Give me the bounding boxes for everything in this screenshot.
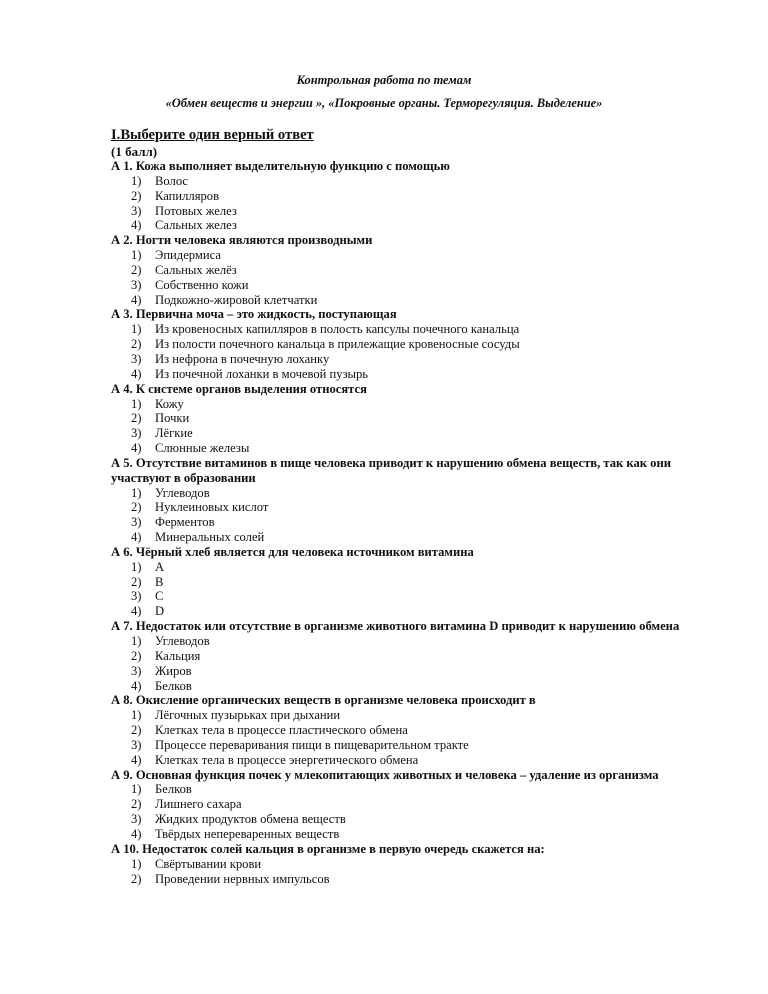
option-text: Лёгочных пузырьках при дыхании xyxy=(155,708,341,723)
question-text: А 5. Отсутствие витаминов в пище человека приводит к нарушению обмена веществ, так как они участвуют в образовании xyxy=(111,455,671,485)
answer-option xyxy=(111,189,711,204)
option-number: 2) xyxy=(131,574,142,589)
option-text: Углеводов xyxy=(155,485,210,500)
option-number: 3) xyxy=(131,277,142,292)
answer-option xyxy=(111,486,711,501)
option-number: 2) xyxy=(131,188,142,203)
option-number: 3) xyxy=(131,426,142,441)
option-number: 3) xyxy=(131,589,142,604)
option-number: 2) xyxy=(131,411,142,426)
question-text: А 10. Недостаток солей кальция в организме в первую очередь скажется на: xyxy=(111,841,545,856)
option-text: Минеральных солей xyxy=(155,530,265,545)
option-text: Белков xyxy=(155,782,192,797)
document-title: Контрольная работа по темам xyxy=(296,73,472,87)
option-number: 2) xyxy=(131,500,142,515)
option-number: 2) xyxy=(131,648,142,663)
answer-options xyxy=(111,397,711,456)
option-text: Кожу xyxy=(155,396,184,411)
section-title: I.Выберите один верный ответ xyxy=(111,127,314,143)
option-text: D xyxy=(155,604,165,619)
question-text: А 2. Ногти человека являются производными xyxy=(111,233,373,248)
answer-options xyxy=(111,174,711,233)
answer-option xyxy=(111,278,711,293)
option-number: 3) xyxy=(131,203,142,218)
answer-option xyxy=(111,679,711,694)
answer-option xyxy=(111,604,711,619)
answer-option xyxy=(111,441,711,456)
option-number: 3) xyxy=(131,737,142,752)
question-block xyxy=(111,159,711,233)
answer-option xyxy=(111,708,711,723)
answer-options xyxy=(111,782,711,841)
option-number: 1) xyxy=(131,485,142,500)
question-list xyxy=(111,159,711,886)
section-points: (1 балл) xyxy=(111,144,158,159)
option-text: Из нефрона в почечную лоханку xyxy=(155,351,330,366)
answer-option xyxy=(111,397,711,412)
answer-option xyxy=(111,857,711,872)
answer-option xyxy=(111,530,711,545)
option-text: В xyxy=(155,574,164,589)
option-text: Из полости почечного канальца в прилежащие кровеносные сосуды xyxy=(155,337,520,352)
answer-option xyxy=(111,812,711,827)
option-number: 4) xyxy=(131,604,142,619)
option-number: 1) xyxy=(131,708,142,723)
option-number: 4) xyxy=(131,530,142,545)
answer-options xyxy=(111,322,711,381)
option-text: Лёгкие xyxy=(155,426,193,441)
answer-options xyxy=(111,634,711,693)
option-text: Твёрдых непереваренных веществ xyxy=(155,826,340,841)
option-number: 2) xyxy=(131,723,142,738)
option-number: 3) xyxy=(131,663,142,678)
answer-option xyxy=(111,753,711,768)
question-block xyxy=(111,307,711,381)
option-number: 1) xyxy=(131,248,142,263)
answer-option xyxy=(111,634,711,649)
option-text: Жиров xyxy=(155,663,192,678)
option-number: 4) xyxy=(131,441,142,456)
option-text: Волос xyxy=(155,173,189,188)
option-text: Почки xyxy=(155,411,190,426)
question-block xyxy=(111,382,711,456)
question-text: А 9. Основная функция почек у млекопитающих животных и человека – удаление из организма xyxy=(111,767,659,782)
question-text: А 4. К системе органов выделения относятся xyxy=(111,381,367,396)
question-block xyxy=(111,768,711,842)
answer-options xyxy=(111,560,711,619)
answer-option xyxy=(111,797,711,812)
option-text: Нуклеиновых кислот xyxy=(155,500,269,515)
answer-options xyxy=(111,708,711,767)
question-block xyxy=(111,456,711,545)
option-text: Процессе переваривания пищи в пищеварительном тракте xyxy=(155,737,469,752)
option-text: Эпидермиса xyxy=(155,248,221,263)
option-text: Сальных желёз xyxy=(155,262,237,277)
answer-option xyxy=(111,664,711,679)
question-block xyxy=(111,619,711,693)
answer-option xyxy=(111,263,711,278)
option-text: Свёртывании крови xyxy=(155,856,262,871)
answer-option xyxy=(111,174,711,189)
answer-option xyxy=(111,293,711,308)
question-text: А 3. Первична моча – это жидкость, поступающая xyxy=(111,307,397,322)
option-text: Слюнные железы xyxy=(155,441,250,456)
answer-option xyxy=(111,589,711,604)
answer-option xyxy=(111,367,711,382)
option-text: А xyxy=(155,559,165,574)
option-number: 1) xyxy=(131,634,142,648)
option-text: Белков xyxy=(155,678,192,693)
document-subtitle: «Обмен веществ и энергии », «Покровные органы. Терморегуляция. Выделение» xyxy=(165,96,603,110)
question-text: А 6. Чёрный хлеб является для человека источником витамина xyxy=(111,544,474,559)
answer-option xyxy=(111,500,711,515)
answer-option xyxy=(111,723,711,738)
answer-option xyxy=(111,204,711,219)
answer-option xyxy=(111,649,711,664)
answer-option xyxy=(111,515,711,530)
answer-options xyxy=(111,486,711,545)
answer-option xyxy=(111,218,711,233)
answer-option xyxy=(111,248,711,263)
answer-option xyxy=(111,411,711,426)
answer-option xyxy=(111,560,711,575)
answer-option xyxy=(111,322,711,337)
answer-option xyxy=(111,352,711,367)
question-block xyxy=(111,842,711,887)
option-number: 3) xyxy=(131,351,142,366)
option-text: Кальция xyxy=(155,648,201,663)
option-number: 1) xyxy=(131,173,142,188)
option-number: 4) xyxy=(131,752,142,767)
question-text: А 8. Окисление органических веществ в организме человека происходит в xyxy=(111,693,536,708)
option-number: 4) xyxy=(131,292,142,307)
option-text: Потовых желез xyxy=(155,203,237,218)
option-text: Ферментов xyxy=(155,515,215,530)
option-text: С xyxy=(155,589,164,604)
answer-option xyxy=(111,337,711,352)
option-number: 1) xyxy=(131,396,142,411)
question-block xyxy=(111,693,711,767)
answer-options xyxy=(111,248,711,307)
answer-option xyxy=(111,426,711,441)
answer-option xyxy=(111,738,711,753)
answer-options xyxy=(111,857,711,887)
option-text: Из почечной лоханки в мочевой пузырь xyxy=(155,366,369,381)
option-number: 1) xyxy=(131,322,142,337)
option-number: 1) xyxy=(131,856,142,871)
question-text: А 7. Недостаток или отсутствие в организме животного витамина D приводит к нарушению обмена xyxy=(111,619,680,634)
option-number: 3) xyxy=(131,812,142,827)
option-number: 4) xyxy=(131,678,142,693)
option-text: Проведении нервных импульсов xyxy=(155,871,330,886)
option-number: 2) xyxy=(131,337,142,352)
option-text: Клетках тела в процессе пластического обмена xyxy=(155,723,408,738)
answer-option xyxy=(111,575,711,590)
answer-option xyxy=(111,827,711,842)
question-block xyxy=(111,545,711,619)
option-number: 4) xyxy=(131,826,142,841)
option-text: Капилляров xyxy=(155,188,220,203)
option-text: Лишнего сахара xyxy=(155,797,242,812)
option-text: Собственно кожи xyxy=(155,277,249,292)
answer-option xyxy=(111,782,711,797)
option-text: Подкожно-жировой клетчатки xyxy=(155,292,318,307)
option-text: Клетках тела в процессе энергетического обмена xyxy=(155,752,419,767)
option-number: 4) xyxy=(131,218,142,233)
option-text: Углеводов xyxy=(155,634,210,648)
option-number: 2) xyxy=(131,797,142,812)
option-text: Сальных желез xyxy=(155,218,237,233)
question-block xyxy=(111,233,711,307)
answer-option xyxy=(111,872,711,887)
document-body xyxy=(111,127,711,886)
option-number: 3) xyxy=(131,515,142,530)
option-number: 1) xyxy=(131,782,142,797)
option-number: 4) xyxy=(131,366,142,381)
option-number: 2) xyxy=(131,871,142,886)
option-text: Жидких продуктов обмена веществ xyxy=(155,812,346,827)
option-number: 2) xyxy=(131,262,142,277)
option-text: Из кровеносных капилляров в полость капсулы почечного канальца xyxy=(155,322,520,337)
question-text: А 1. Кожа выполняет выделительную функцию с помощью xyxy=(111,159,450,173)
option-number: 1) xyxy=(131,559,142,574)
